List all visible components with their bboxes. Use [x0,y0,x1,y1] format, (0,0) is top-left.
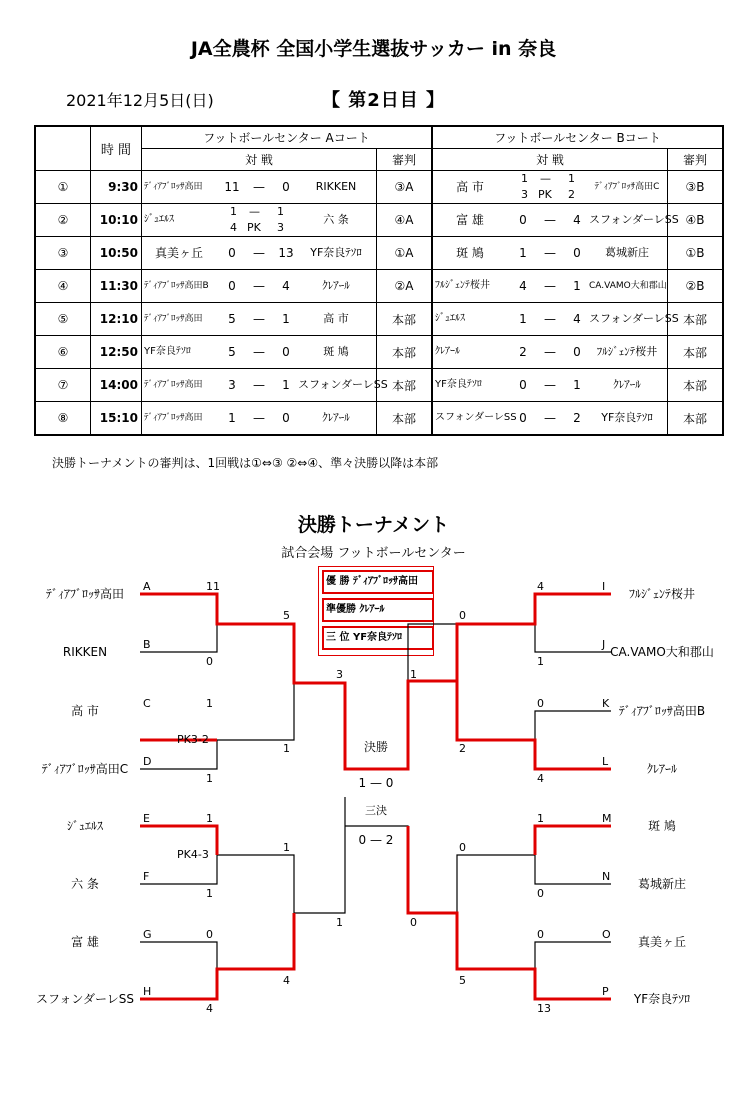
right-r1-score: 0 [537,887,544,900]
left-team: RIKKEN [62,645,108,659]
match-number: ⑥ [35,336,91,369]
team-home: ﾌﾙｼﾞｪﾝﾃ桜井 [435,280,490,291]
referee-a: ③A [377,171,433,204]
team-away: YF奈良ﾃｿﾛ [601,411,653,424]
referee-a: 本部 [377,369,433,402]
match-time: 15:10 [91,402,142,436]
left-qf-score: 5 [283,609,290,622]
right-team: ﾃﾞｨｱﾌﾞﾛｯｻ高田B [618,704,706,718]
score-dash: — [544,246,556,260]
left-team: ｼﾞｭｴﾙｽ [66,819,103,833]
referee-b: ③B [668,171,724,204]
score-home: 2 [519,345,527,359]
right-seed-letter: J [602,638,606,651]
right-r1-score: 13 [537,1002,551,1015]
score-dash: — [544,411,556,425]
match-time: 14:00 [91,369,142,402]
pk-note: PK4-3 [177,848,209,861]
match-time: 10:10 [91,204,142,237]
referee-a: 本部 [377,303,433,336]
team-home: ｸﾚｱｰﾙ [435,346,460,357]
final-label: 決勝 [363,740,388,754]
team-away: ｸﾚｱｰﾙ [613,378,641,391]
team-away: ｸﾚｱｰﾙ [322,411,350,424]
score-away: 4 [573,312,581,326]
score-away: 13 [278,246,294,260]
score-home: 0 [228,279,236,293]
score-away: 4 [573,213,581,227]
left-r1-score: 1 [206,772,213,785]
right-r1-score: 0 [537,697,544,710]
score-dash: — [544,345,556,359]
right-team: CA.VAMO大和郡山 [610,645,714,659]
score-home: 4 [519,279,527,293]
team-home: ｼﾞｭｴﾙｽ [144,214,174,225]
referee-a: 本部 [377,336,433,369]
team-home: ﾃﾞｨｱﾌﾞﾛｯｻ高田 [144,182,203,192]
left-qf-score: 1 [283,841,290,854]
left-r1-score: 0 [206,928,213,941]
header-court-a: フットボールセンター Aコート [142,126,433,149]
score-dash: — [253,345,265,359]
right-seed-letter: M [602,812,612,825]
right-team: YF奈良ﾃｿﾛ [633,992,691,1006]
right-seed-letter: L [602,755,609,768]
match-number: ② [35,204,91,237]
team-away: RIKKEN [315,180,357,193]
left-team: 高 市 [71,704,99,718]
team-home: 富 雄 [456,213,484,227]
event-date: 2021年12月5日(日) [66,91,214,110]
team-away: ｸﾚｱｰﾙ [322,279,350,292]
right-r1-score: 1 [537,655,544,668]
score-away: 4 [282,279,290,293]
right-qf-score: 0 [459,609,466,622]
left-r1-score: 1 [206,812,213,825]
pk-score-away: 3 [277,221,284,234]
score-dash: — [253,312,265,326]
right-team: 真美ヶ丘 [637,935,686,949]
score-away: 0 [573,345,581,359]
score-away: 1 [573,279,581,293]
score-away: 1 [568,172,575,185]
score-home: 1 [228,411,236,425]
header-time: 時 間 [91,126,142,171]
champion-label: 優 勝 ﾃﾞｨｱﾌﾞﾛｯｻ高田 [322,570,434,594]
left-seed-letter: D [143,755,152,768]
team-home: 高 市 [456,180,484,194]
pk-score-away: 2 [568,188,575,201]
right-r1-score: 0 [537,928,544,941]
left-seed-letter: G [143,928,152,941]
team-away: 斑 鳩 [323,345,349,358]
day-label: 【 第2日目 】 [322,90,446,111]
right-sf-score: 0 [410,916,417,929]
left-seed-letter: A [143,580,151,593]
team-away: ﾌﾙｼﾞｪﾝﾃ桜井 [596,345,658,358]
header-match-b: 対 戦 [432,149,668,171]
team-home: YF奈良ﾃｿﾛ [144,346,191,357]
left-seed-letter: B [143,638,151,651]
score-away: 1 [573,378,581,392]
referee-a: ②A [377,270,433,303]
team-home: スフォンダーレSS [435,412,517,423]
runner-up-label: 準優勝 ｸﾚｱｰﾙ [322,598,434,622]
header-ref-b: 審判 [668,149,724,171]
bracket-venue: 試合会場 フットボールセンター [281,546,466,561]
score-dash: — [253,246,265,260]
team-home: ﾃﾞｨｱﾌﾞﾛｯｻ高田 [144,380,203,390]
score-away: 1 [282,378,290,392]
score-home: 0 [519,378,527,392]
score-home: 1 [521,172,528,185]
third-place-label: 三決 [365,804,387,817]
team-home: YF奈良ﾃｿﾛ [435,379,482,390]
score-away: 0 [282,345,290,359]
team-home: ﾃﾞｨｱﾌﾞﾛｯｻ高田B [144,281,209,291]
match-number: ⑤ [35,303,91,336]
referee-b: ②B [668,270,724,303]
score-home: 1 [230,205,237,218]
score-dash: — [253,411,265,425]
left-r1-score: 11 [206,580,220,593]
third-place-score: 0 — 2 [358,833,394,847]
right-seed-letter: K [602,697,610,710]
referee-note: 決勝トーナメントの審判は、1回戦は①⇔③ ②⇔④、準々決勝以降は本部 [52,456,439,470]
left-team: ﾃﾞｨｱﾌﾞﾛｯｻ高田 [45,587,124,601]
score-dash: — [253,378,265,392]
referee-b: ①B [668,237,724,270]
referee-b: ④B [668,204,724,237]
right-r1-score: 4 [537,580,544,593]
referee-a: ①A [377,237,433,270]
team-home: 真美ヶ丘 [154,246,203,260]
left-r1-score: 4 [206,1002,213,1015]
right-seed-letter: P [602,985,609,998]
team-home: 斑 鳩 [456,246,484,260]
score-away: 2 [573,411,581,425]
left-sf-score: 1 [336,916,343,929]
team-away: YF奈良ﾃｿﾛ [310,246,362,259]
pk-score-home: 4 [230,221,237,234]
left-team: スフォンダーレSS [36,992,134,1006]
team-away: スフォンダーレSS [589,312,679,325]
right-seed-letter: N [602,870,611,883]
score-home: 1 [519,312,527,326]
left-qf-score: 1 [283,742,290,755]
left-seed-letter: H [143,985,152,998]
score-dash: — [249,205,260,218]
match-number: ① [35,171,91,204]
page-title: JA全農杯 全国小学生選抜サッカー in 奈良 [190,38,557,60]
team-home: ﾃﾞｨｱﾌﾞﾛｯｻ高田 [144,314,203,324]
right-r1-score: 4 [537,772,544,785]
team-away: 六 条 [323,213,349,226]
team-away: ﾃﾞｨｱﾌﾞﾛｯｻ高田C [594,182,660,192]
score-home: 0 [519,411,527,425]
team-home: ｼﾞｭｴﾙｽ [435,313,465,324]
match-time: 11:30 [91,270,142,303]
score-dash: — [253,279,265,293]
right-seed-letter: I [602,580,606,593]
score-home: 5 [228,312,236,326]
left-r1-score: 1 [206,887,213,900]
score-away: 1 [277,205,284,218]
match-time: 10:50 [91,237,142,270]
left-sf-score: 3 [336,668,343,681]
referee-b: 本部 [668,336,724,369]
score-home: 1 [519,246,527,260]
right-team: ｸﾚｱｰﾙ [646,762,677,776]
score-away: 0 [282,411,290,425]
header-court-b: フットボールセンター Bコート [432,126,723,149]
right-team: ﾌﾙｼﾞｪﾝﾃ桜井 [628,587,695,601]
left-team: 六 条 [71,877,99,891]
team-home: ﾃﾞｨｱﾌﾞﾛｯｻ高田 [144,413,203,423]
right-team: 葛城新庄 [637,877,686,891]
match-time: 12:50 [91,336,142,369]
referee-a: ④A [377,204,433,237]
right-qf-score: 2 [459,742,466,755]
match-time: 9:30 [91,171,142,204]
score-home: 5 [228,345,236,359]
header-ref-a: 審判 [377,149,433,171]
left-seed-letter: C [143,697,151,710]
score-dash: — [253,180,265,194]
score-home: 11 [224,180,240,194]
pk-label: PK [538,188,552,201]
pk-label: PK [247,221,261,234]
final-score: 1 — 0 [358,776,394,790]
score-dash: — [544,213,556,227]
team-away: 葛城新庄 [605,246,649,259]
right-team: 斑 鳩 [648,819,676,833]
score-dash: — [544,378,556,392]
score-dash: — [544,312,556,326]
right-qf-score: 0 [459,841,466,854]
score-home: 0 [519,213,527,227]
left-qf-score: 4 [283,974,290,987]
pk-score-home: 3 [521,188,528,201]
bracket-title: 決勝トーナメント [297,514,450,536]
header-match-a: 対 戦 [142,149,377,171]
referee-a: 本部 [377,402,433,436]
score-home: 0 [228,246,236,260]
match-time: 12:10 [91,303,142,336]
right-qf-score: 5 [459,974,466,987]
left-team: 富 雄 [71,935,99,949]
score-away: 0 [573,246,581,260]
score-dash: — [540,172,551,185]
right-seed-letter: O [602,928,611,941]
referee-b: 本部 [668,303,724,336]
match-number: ④ [35,270,91,303]
referee-b: 本部 [668,369,724,402]
left-team: ﾃﾞｨｱﾌﾞﾛｯｻ高田C [41,762,129,776]
score-away: 0 [282,180,290,194]
left-seed-letter: F [143,870,150,883]
team-away: スフォンダーレSS [298,378,388,391]
match-number: ⑧ [35,402,91,436]
referee-b: 本部 [668,402,724,436]
right-r1-score: 1 [537,812,544,825]
match-number: ③ [35,237,91,270]
team-away: 高 市 [323,312,349,325]
team-away: スフォンダーレSS [589,213,679,226]
score-away: 1 [282,312,290,326]
right-sf-score: 1 [410,668,417,681]
match-number: ⑦ [35,369,91,402]
third-place-label: 三 位 YF奈良ﾃｿﾛ [322,626,434,650]
pk-note: PK3-2 [177,733,209,746]
score-home: 3 [228,378,236,392]
score-dash: — [544,279,556,293]
left-r1-score: 1 [206,697,213,710]
left-r1-score: 0 [206,655,213,668]
left-seed-letter: E [143,812,150,825]
team-away: CA.VAMO大和郡山 [589,281,667,291]
